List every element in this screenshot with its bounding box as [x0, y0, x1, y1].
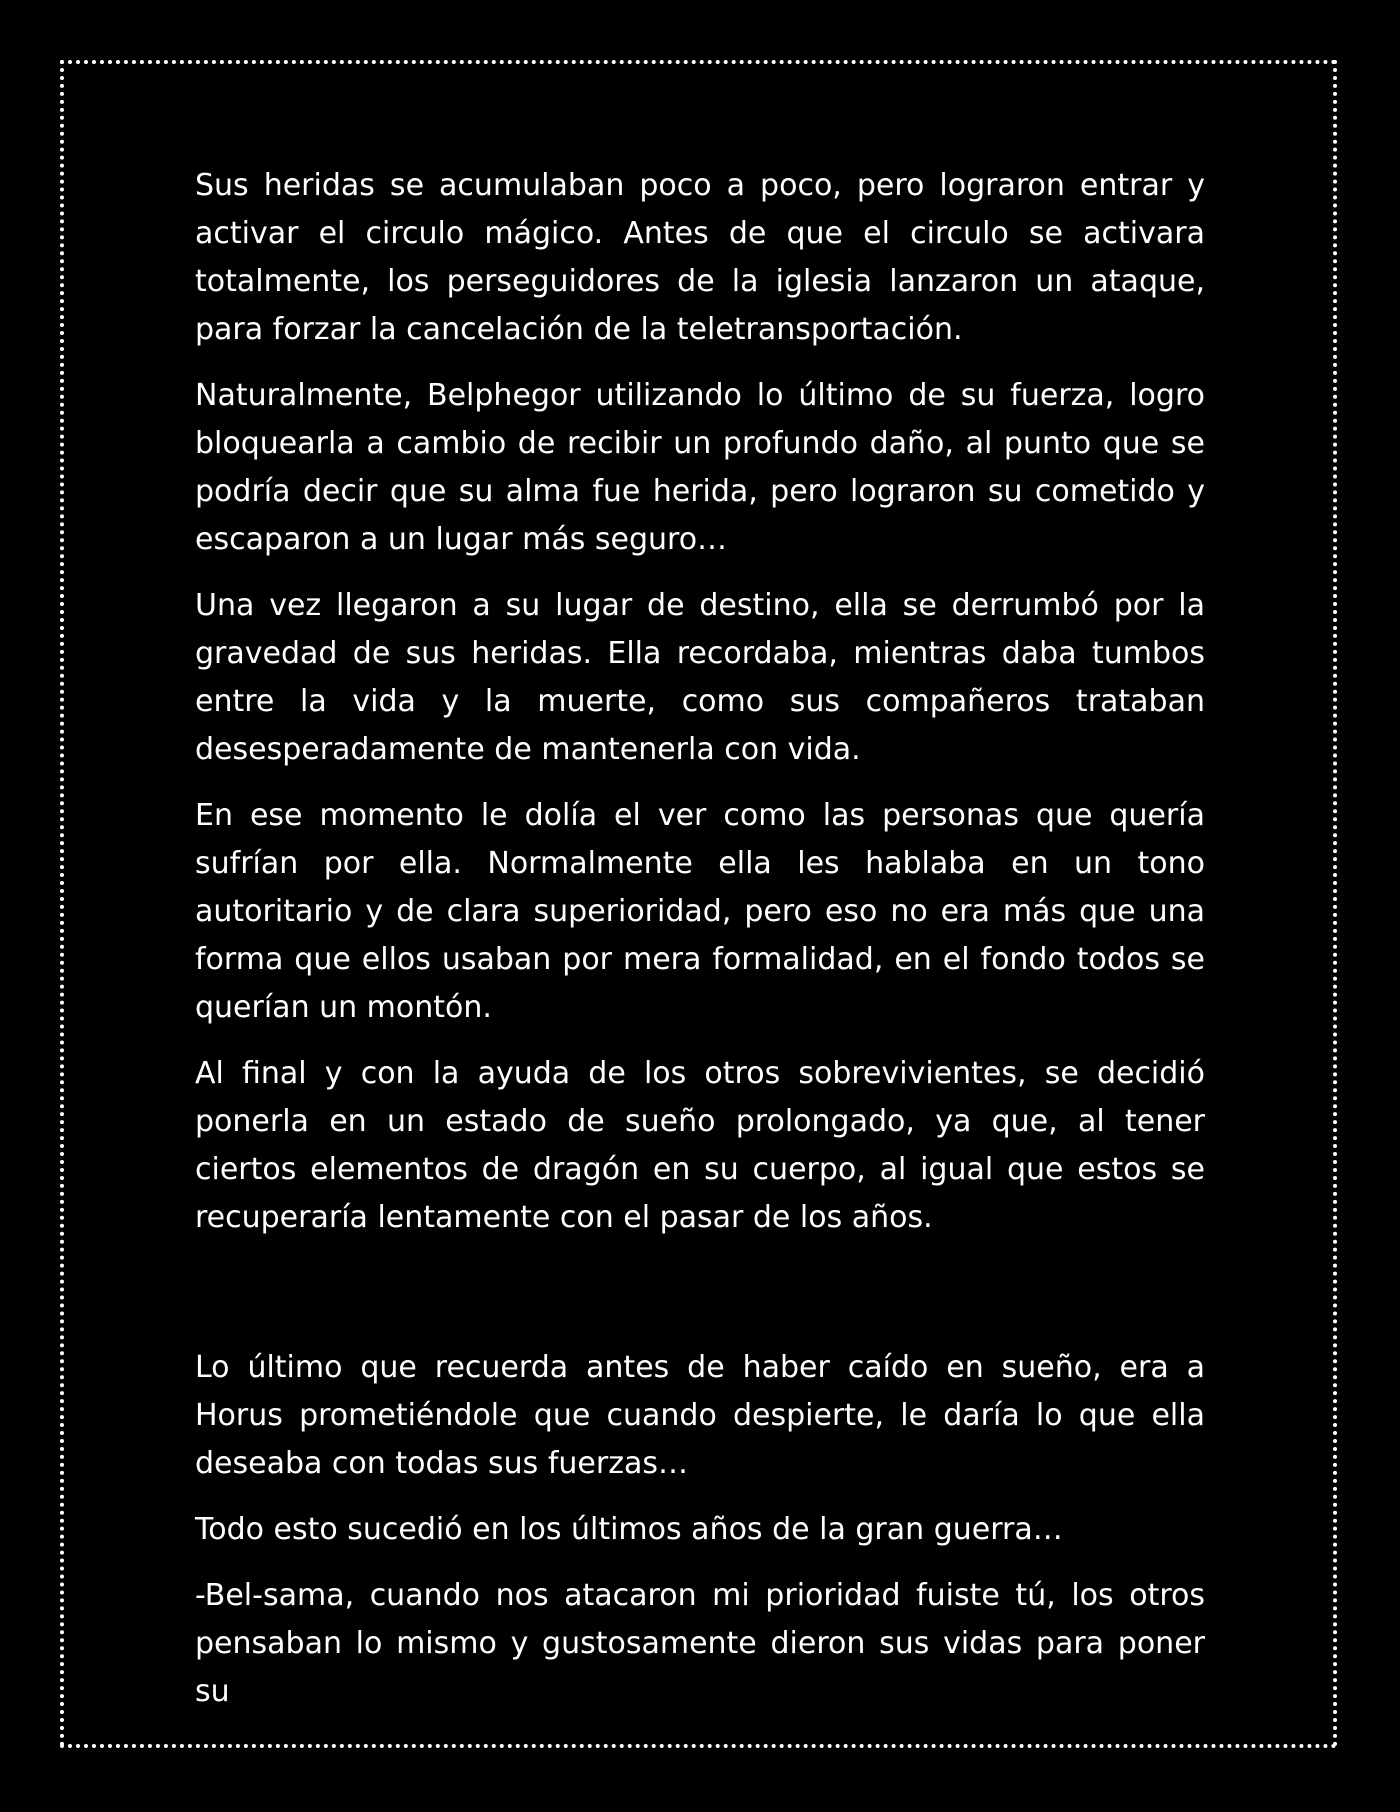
page-text [195, 162, 1205, 1734]
paragraph: Sus heridas se acumulaban poco a poco, pero lograron entrar y activar el circulo mágico. Antes de que el circulo se activara totalmente, los perseguidores de la iglesia lanzaron un ataque, para forzar la cancelación de la teletransportación. [195, 168, 1205, 347]
paragraph: Al final y con la ayuda de los otros sobrevivientes, se decidió ponerla en un estado de sueño prolongado, ya que, al tener ciertos elementos de dragón en su cuerpo, al igual que estos se recuperaría lentamente con el pasar de los años. [195, 1056, 1205, 1235]
paragraph: Naturalmente, Belphegor utilizando lo último de su fuerza, logro bloquearla a cambio de recibir un profundo daño, al punto que se podría decir que su alma fue herida, pero lograron su cometido y escaparon a un lugar más seguro… [195, 378, 1205, 557]
paragraph: Lo último que recuerda antes de haber caído en sueño, era a Horus prometiéndole que cuando despierte, le daría lo que ella deseaba con todas sus fuerzas… [195, 1350, 1205, 1481]
paragraph: -Bel-sama, cuando nos atacaron mi prioridad fuiste tú, los otros pensaban lo mismo y gustosamente dieron sus vidas para poner su [195, 1578, 1205, 1709]
paragraph: Una vez llegaron a su lugar de destino, ella se derrumbó por la gravedad de sus heridas. Ella recordaba, mientras daba tumbos entre la vida y la muerte, como sus compañeros trataban desesperadamente de mantenerla con vida. [195, 588, 1205, 767]
paragraph: En ese momento le dolía el ver como las personas que quería sufrían por ella. Normalmente ella les hablaba en un tono autoritario y de clara superioridad, pero eso no era más que una forma que ellos usaban por mera formalidad, en el fondo todos se querían un montón. [195, 798, 1205, 1025]
paragraph: Todo esto sucedió en los últimos años de la gran guerra… [195, 1512, 1063, 1547]
